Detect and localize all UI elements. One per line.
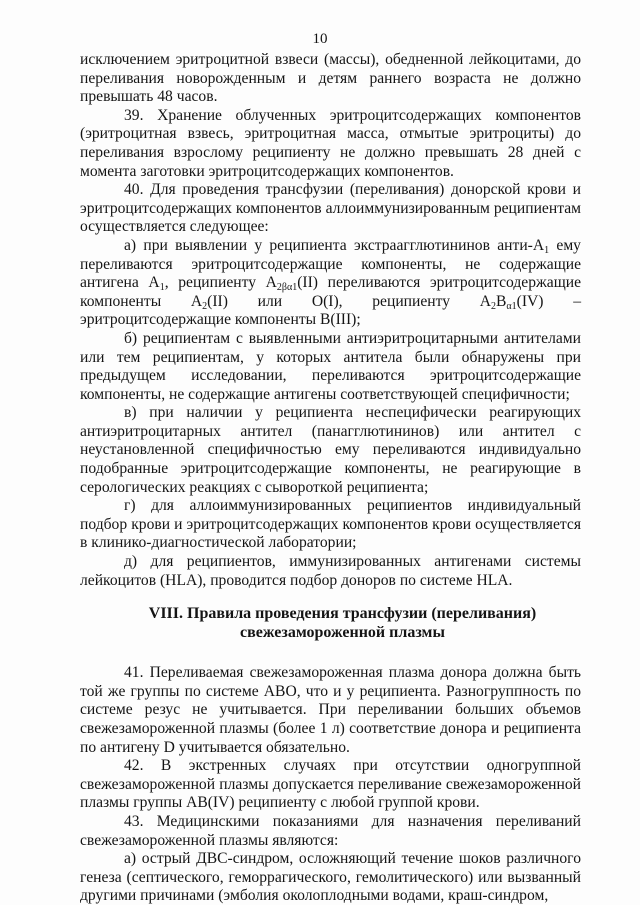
paragraph-40-item-v: в) при наличии у реципиента неспецифически реагирующих антиэритроцитарных антител (панагглютининов) или антител с неустановленной специфичностью ему переливаются индивидуально подобранные эритроцитсодержащие компоненты, не реагирующие в серологических реакциях с сывороткой реципиента; [80,404,581,496]
paragraph-42: 42. В экстренных случаях при отсутствии одногруппной свежезамороженной плазмы допускается переливание свежезамороженной плазмы группы AB(IV) реципиенту с любой группой крови. [80,757,581,812]
paragraph-43: 43. Медицинскими показаниями для назначения переливаний свежезамороженной плазмы являются: [80,812,581,849]
section-heading-line-2: свежезамороженной плазмы [240,624,445,642]
paragraph-41: 41. Переливаемая свежезамороженная плазма донора должна быть той же группы по системе АВО, что и у реципиента. Разногруппность по системе резус не учитывается. При переливании больших объемов свежезамороженной плазмы (более 1 л) соответствие донора и реципиента по антигену D учитывается обязательно. [80,664,581,756]
paragraph-40: 40. Для проведения трансфузии (переливания) донорской крови и эритроцитсодержащих компонентов аллоиммунизированным реципиентам осуществляется следующее: [80,181,581,236]
paragraph-40-item-g: г) для аллоиммунизированных реципиентов индивидуальный подбор крови и эритроцитсодержащих компонентов крови осуществляется в клинико-диагностической лаборатории; [80,497,581,552]
page-number: 10 [312,31,328,47]
section-heading-line-1: VIII. Правила проведения трансфузии (переливания) [148,605,537,623]
section-heading [80,604,581,642]
paragraph-continuation: исключением эритроцитной взвеси (массы), обедненной лейкоцитами, до переливания новорожденным и детям раннего возраста не должно превышать 48 часов. [80,51,581,106]
paragraph-40-item-b: б) реципиентам с выявленными антиэритроцитарными антителами или тем реципиентам, у которых антитела были обнаружены при предыдущем исследовании, переливаются эритроцитсодержащие компоненты, не содержащие антигены соответствующей специфичности; [80,329,581,403]
paragraph-40-item-d: д) для реципиентов, иммунизированных антигенами системы лейкоцитов (HLA), проводится подбор доноров по системе HLA. [80,553,581,589]
document-body [80,51,581,905]
paragraph-40-item-a: а) при выявлении у реципиента экстраагглютининов анти-$А_1$ ему переливаются эритроцитсодержащие компоненты, не содержащие антигена $А_1$, реципиенту $А_{2\beta\alpha 1}(II)$ переливаются эритроцитсодержащие компоненты $А_2(II)$ или О(I), реципиенту $А_2В_{\alpha 1}(IV)$ – эритроцитсодержащие компоненты В(III); [80,236,581,329]
paragraph-39: 39. Хранение облученных эритроцитсодержащих компонентов (эритроцитная взвесь, эритроцитная масса, отмытые эритроциты) до переливания взрослому реципиенту не должно превышать 28 дней с момента заготовки эритроцитсодержащих компонентов. [80,106,581,180]
paragraph-43-item-a: а) острый ДВС-синдром, осложняющий течение шоков различного генеза (септического, геморрагического, гемолитического) или вызванный другими причинами (эмболия околоплодными водами, краш-синдром, [80,850,581,905]
